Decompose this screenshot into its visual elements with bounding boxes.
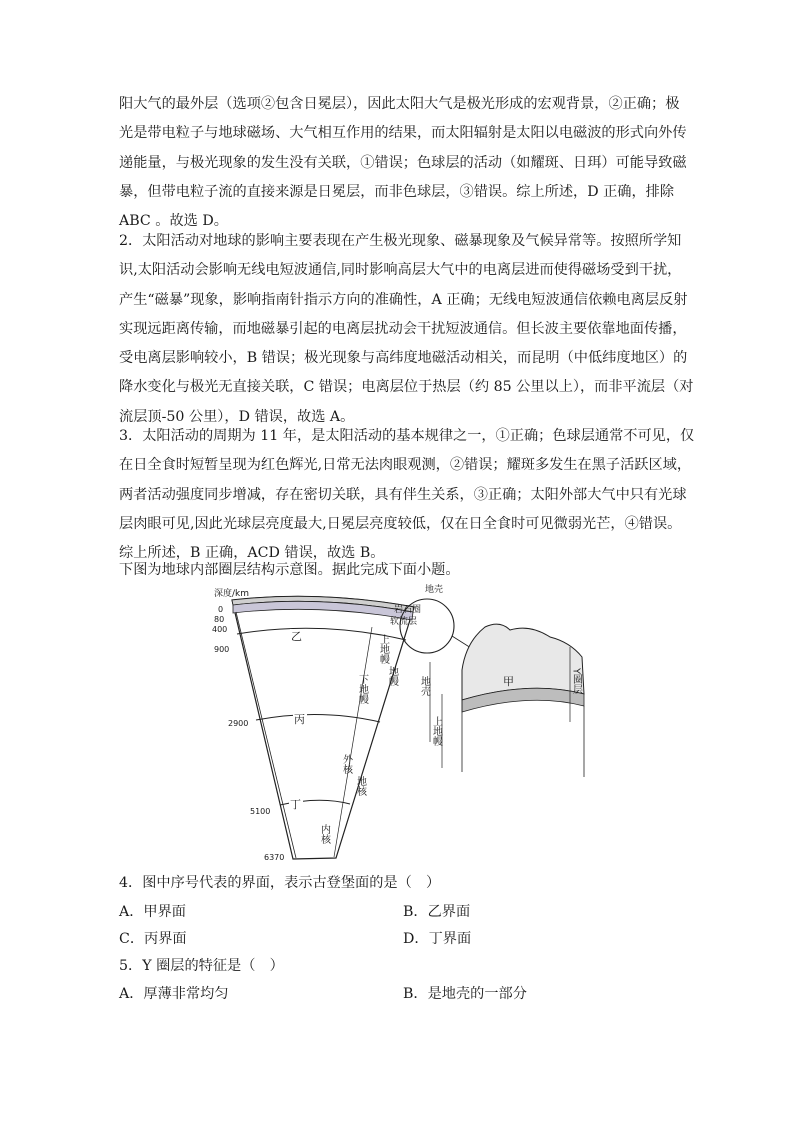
text-line: 产生“磁暴”现象，影响指南针指示方向的准确性，A 正确；无线电短波通信依赖电离层反射 — [119, 291, 688, 308]
boundary-yi: 乙 — [291, 630, 302, 643]
label-lithosphere: 岩石圈 — [394, 605, 422, 615]
text-line: 层肉眼可见,因此光球层亮度最大,日冕层亮度较低，仅在日全食时可见微弱光芒，④错误。 — [119, 515, 682, 532]
figure-intro — [119, 556, 679, 585]
depth-tick: 5100 — [250, 807, 271, 816]
label-y-sphere: Y圈层 — [570, 668, 582, 695]
text-line: 两者活动强度同步增减，存在密切关联，具有伴生关系，③正确；太阳外部大气中只有光球 — [119, 486, 687, 503]
q4-option-c[interactable]: C．丙界面 — [119, 931, 187, 947]
boundary-ding: 丁 — [290, 798, 301, 811]
answer-paragraph-1 — [119, 90, 687, 236]
depth-tick: 900 — [214, 645, 230, 654]
text-line: 2．太阳活动对地球的影响主要表现在产生极光现象、磁暴现象及气候异常等。按照所学知 — [119, 233, 682, 249]
boundary-bing: 丙 — [294, 713, 305, 726]
question-4-stem: 4．图中序号代表的界面，表示古登堡面的是（ ） — [119, 875, 441, 891]
text-line: 阳大气的最外层（选项②包含日冕层），因此太阳大气是极光形成的宏观背景，②正确；极 — [119, 96, 680, 112]
q4-option-b[interactable]: B．乙界面 — [403, 904, 471, 920]
text-line: 降水变化与极光无直接关联，C 错误；电离层位于热层（约 85 公里以上），而非平流层（对 — [119, 379, 694, 396]
vertical-labels — [319, 633, 399, 845]
text-line: 识,太阳活动会影响无线电短波通信,同时影响高层大气中的电离层进而使得磁场受到干扰， — [119, 262, 682, 279]
text-line: 递能量，与极光现象的发生没有关联，①错误；色球层的活动（如耀斑、日珥）可能导致磁 — [119, 154, 687, 171]
q4-option-a[interactable]: A．甲界面 — [119, 904, 186, 920]
label-core: 地核 — [354, 776, 366, 796]
text-line: 光是带电粒子与地球磁场、大气相互作用的结果，而太阳辐射是太阳以电磁波的形式向外传 — [119, 125, 687, 142]
question-5-stem: 5．Y 圈层的特征是（ ） — [119, 958, 284, 974]
text-line: 下图为地球内部圈层结构示意图。据此完成下面小题。 — [119, 562, 460, 578]
earth-structure-figure — [200, 582, 600, 867]
q5-option-b[interactable]: B．是地壳的一部分 — [403, 986, 527, 1002]
label-inner-core: 内核 — [318, 824, 330, 844]
text-line: 受电离层影响较小，B 错误；极光现象与高纬度地磁活动相关，而昆明（中低纬度地区）的 — [119, 350, 688, 367]
q4-option-d[interactable]: D．丁界面 — [403, 931, 472, 947]
label-upper-mantle-right: 上地幔 — [430, 716, 442, 746]
text-line: 流层顶-50 公里），D 错误，故选 A。 — [119, 408, 355, 425]
text-line: 在日全食时短暂呈现为红色辉光,日常无法肉眼观测，②错误；耀斑多发生在黑子活跃区域， — [119, 457, 692, 474]
label-lower-mantle: 下地幔 — [356, 674, 368, 704]
label-crust-right: 地壳 — [418, 676, 430, 696]
label-outer-core: 外核 — [340, 754, 352, 774]
label-asthenosphere: 软流层 — [390, 617, 418, 627]
depth-tick: 400 — [212, 625, 228, 634]
text-line: ABC 。故选 D。 — [119, 213, 228, 230]
answer-paragraph-2 — [119, 227, 694, 432]
depth-tick: 2900 — [228, 719, 249, 728]
text-line: 综上所述，B 正确，ACD 错误，故选 B。 — [119, 545, 385, 562]
depth-tick: 6370 — [264, 853, 285, 862]
label-crust: 地壳 — [425, 585, 444, 595]
label-mantle: 地幔 — [386, 666, 398, 686]
depth-tick: 80 — [214, 615, 225, 624]
text-line: 实现远距离传输，而地磁暴引起的电离层扰动会干扰短波通信。但长波主要依靠地面传播， — [119, 320, 687, 337]
earth-structure-diagram — [200, 582, 600, 867]
label-upper-mantle: 上地幔 — [377, 634, 389, 664]
boundary-jia: 甲 — [503, 675, 514, 688]
depth-axis-label: 深度/km — [214, 589, 250, 599]
text-line: 3．太阳活动的周期为 11 年，是太阳活动的基本规律之一，①正确；色球层通常不可见，仅 — [119, 428, 695, 444]
depth-tick: 0 — [218, 605, 224, 614]
text-line: 暴，但带电粒子流的直接来源是日冕层，而非色球层，③错误。综上所述，D 正确，排除 — [119, 183, 675, 200]
q5-option-a[interactable]: A．厚薄非常均匀 — [119, 986, 229, 1002]
answer-paragraph-3 — [119, 422, 695, 568]
